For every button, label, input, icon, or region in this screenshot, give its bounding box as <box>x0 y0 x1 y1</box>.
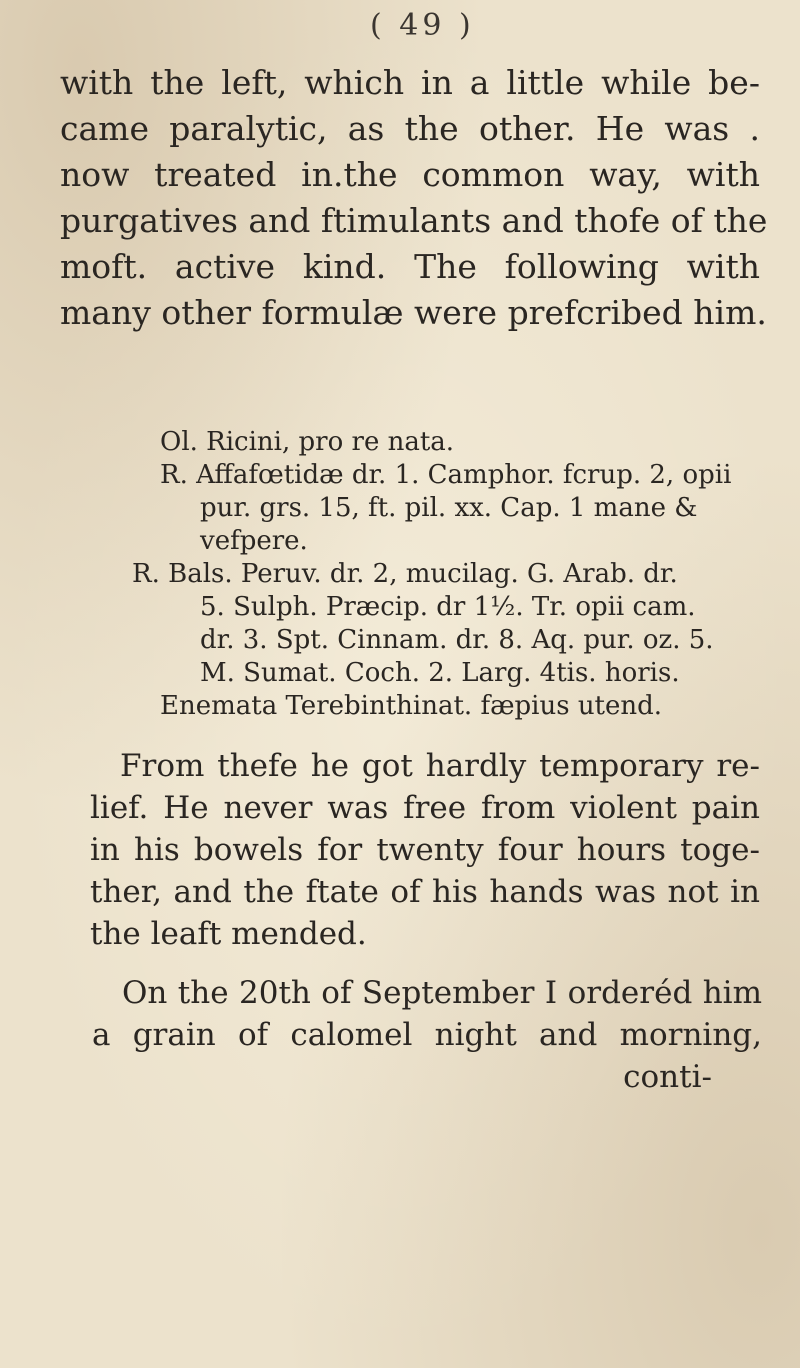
prescription-line: dr. 3. Spt. Cinnam. dr. 8. Aq. pur. oz. 5. <box>200 625 714 655</box>
text-line: From thefe he got hardly temporary re- <box>120 748 760 784</box>
prescription-list <box>132 426 780 723</box>
paragraph-2 <box>90 745 760 955</box>
prescription-line: Ol. Ricini, pro re nata. <box>160 427 455 457</box>
text-line: moft. active kind. The following with <box>60 247 760 286</box>
prescription-line: 5. Sulph. Præcip. dr 1½. Tr. opii cam. <box>200 592 696 622</box>
text-line: came paralytic, as the other. He was . <box>60 109 760 148</box>
page-number: ( 49 ) <box>370 8 475 43</box>
prescription-line: R. Affafœtidæ dr. 1. Camphor. fcrup. 2, opii <box>160 460 732 490</box>
text-line: in his bowels for twenty four hours toge- <box>90 832 760 868</box>
paragraph-3 <box>92 972 762 1098</box>
text-line: with the left, which in a little while be- <box>60 63 760 102</box>
text-line: ther, and the ftate of his hands was not in <box>90 874 760 910</box>
text-line: purgatives and ftimulants and thofe of the <box>60 201 768 240</box>
paragraph-1 <box>60 60 768 336</box>
text-line: a grain of calomel night and morning, <box>92 1017 762 1053</box>
text-line: the leaft mended. <box>90 916 367 952</box>
text-line: lief. He never was free from violent pain <box>90 790 760 826</box>
catchword: conti- <box>623 1059 712 1095</box>
text-line: On the 20th of September I orderéd him <box>122 975 762 1011</box>
prescription-line: M. Sumat. Coch. 2. Larg. 4tis. horis. <box>200 658 680 688</box>
text-line: now treated in.the common way, with <box>60 155 760 194</box>
prescription-line: R. Bals. Peruv. dr. 2, mucilag. G. Arab. dr. <box>132 559 678 589</box>
text-line: many other formulæ were prefcribed him. <box>60 293 767 332</box>
prescription-line: vefpere. <box>200 526 308 556</box>
prescription-line: Enemata Terebinthinat. fæpius utend. <box>160 691 663 721</box>
prescription-line: pur. grs. 15, ft. pil. xx. Cap. 1 mane & <box>200 493 698 523</box>
